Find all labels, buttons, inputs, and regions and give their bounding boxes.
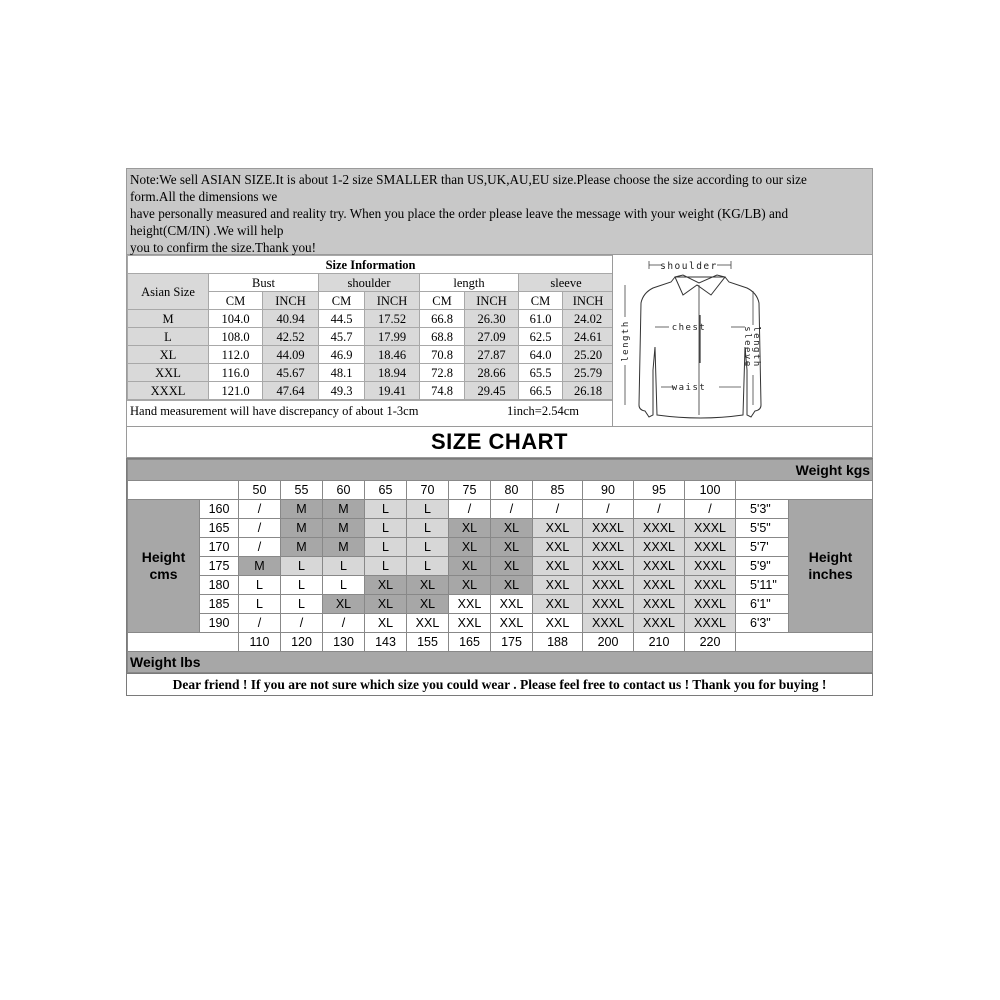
weight-kg-cell: 70 bbox=[407, 481, 449, 500]
size-cell: XL bbox=[491, 538, 533, 557]
size-chart bbox=[126, 458, 873, 674]
note-line: form.All the dimensions we bbox=[130, 189, 278, 204]
measurement-cell: 62.5 bbox=[519, 328, 563, 346]
size-cell: XXL bbox=[533, 557, 583, 576]
measurement-cell: 44.5 bbox=[319, 310, 365, 328]
size-cell: L bbox=[407, 557, 449, 576]
asian-size-cell: L bbox=[128, 328, 209, 346]
size-cell: L bbox=[365, 557, 407, 576]
size-cell: XXL bbox=[491, 614, 533, 633]
size-cell: L bbox=[365, 500, 407, 519]
weight-kg-cell: 90 bbox=[583, 481, 634, 500]
measurement-note-row bbox=[127, 400, 612, 421]
weight-kgs-label: Weight kgs bbox=[128, 460, 873, 481]
size-cell: XL bbox=[491, 576, 533, 595]
size-cell: XXXL bbox=[583, 538, 634, 557]
size-cell: L bbox=[323, 557, 365, 576]
measurement-cell: 17.52 bbox=[365, 310, 420, 328]
weight-kg-cell: 65 bbox=[365, 481, 407, 500]
shoulder-header: shoulder bbox=[319, 274, 420, 292]
weight-kg-cell: 75 bbox=[449, 481, 491, 500]
waist-label: waist bbox=[671, 383, 707, 393]
weight-kg-cell: 55 bbox=[281, 481, 323, 500]
sleeve-length-label: length bbox=[751, 326, 761, 368]
unit-header: CM bbox=[519, 292, 563, 310]
height-cm-cell: 165 bbox=[200, 519, 239, 538]
unit-header: INCH bbox=[365, 292, 420, 310]
measurement-cell: 25.20 bbox=[563, 346, 614, 364]
note-line: have personally measured and reality try. When you place the order please leave the message with your weight (KG/LB) and bbox=[130, 206, 789, 221]
size-cell: XXL bbox=[407, 614, 449, 633]
size-cell: / bbox=[239, 519, 281, 538]
height-inch-cell: 6'1" bbox=[736, 595, 789, 614]
note-line: height(CM/IN) .We will help bbox=[130, 223, 284, 238]
weight-lb-cell: 220 bbox=[685, 633, 736, 652]
size-cell: XL bbox=[323, 595, 365, 614]
measurement-cell: 116.0 bbox=[209, 364, 263, 382]
shirt-measurement-diagram bbox=[612, 255, 873, 427]
unit-header: CM bbox=[209, 292, 263, 310]
height-cm-cell: 190 bbox=[200, 614, 239, 633]
size-cell: / bbox=[281, 614, 323, 633]
size-cell: XXXL bbox=[685, 557, 736, 576]
note-line: you to confirm the size.Thank you! bbox=[130, 240, 317, 255]
size-cell: XXL bbox=[449, 595, 491, 614]
height-inches-label-line: Height bbox=[808, 549, 853, 565]
measurement-cell: 66.5 bbox=[519, 382, 563, 400]
size-chart-document bbox=[126, 168, 873, 696]
measurement-cell: 27.87 bbox=[465, 346, 519, 364]
measurement-cell: 42.52 bbox=[263, 328, 319, 346]
weight-lbs-label: Weight lbs bbox=[128, 652, 873, 673]
measurement-cell: 27.09 bbox=[465, 328, 519, 346]
measurement-cell: 61.0 bbox=[519, 310, 563, 328]
size-cell: L bbox=[239, 576, 281, 595]
size-chart-row bbox=[128, 538, 873, 557]
asian-size-cell: M bbox=[128, 310, 209, 328]
measurement-cell: 66.8 bbox=[420, 310, 465, 328]
size-cell: XXL bbox=[449, 614, 491, 633]
asian-size-cell: XXXL bbox=[128, 382, 209, 400]
size-chart-row bbox=[128, 595, 873, 614]
size-cell: XL bbox=[491, 557, 533, 576]
size-cell: XXXL bbox=[583, 576, 634, 595]
asian-size-cell: XXL bbox=[128, 364, 209, 382]
size-cell: XXXL bbox=[583, 519, 634, 538]
size-cell: XL bbox=[407, 595, 449, 614]
size-information-table bbox=[127, 255, 614, 400]
size-chart-row bbox=[128, 557, 873, 576]
height-inch-cell: 6'3" bbox=[736, 614, 789, 633]
size-cell: XXXL bbox=[583, 595, 634, 614]
size-cell: / bbox=[583, 500, 634, 519]
weight-kg-cell: 80 bbox=[491, 481, 533, 500]
size-cell: M bbox=[323, 500, 365, 519]
size-cell: L bbox=[407, 500, 449, 519]
size-cell: XXL bbox=[533, 538, 583, 557]
height-cms-label-line: Height bbox=[141, 549, 186, 565]
height-inch-cell: 5'5" bbox=[736, 519, 789, 538]
weight-lb-cell: 188 bbox=[533, 633, 583, 652]
height-cm-cell: 175 bbox=[200, 557, 239, 576]
unit-header: CM bbox=[319, 292, 365, 310]
size-cell: L bbox=[407, 519, 449, 538]
height-inch-cell: 5'11" bbox=[736, 576, 789, 595]
measurement-cell: 112.0 bbox=[209, 346, 263, 364]
size-cell: / bbox=[449, 500, 491, 519]
contact-message: Dear friend ! If you are not sure which size you could wear . Please feel free to contact us ! Thank you for buying ! bbox=[126, 674, 873, 696]
size-cell: XL bbox=[365, 576, 407, 595]
inch-conversion: 1inch=2.54cm bbox=[507, 404, 579, 418]
size-info-row bbox=[128, 382, 614, 400]
height-inch-cell: 5'7' bbox=[736, 538, 789, 557]
height-cms-label-line: cms bbox=[149, 566, 178, 582]
measurement-cell: 45.67 bbox=[263, 364, 319, 382]
size-cell: / bbox=[685, 500, 736, 519]
weight-lb-cell: 210 bbox=[634, 633, 685, 652]
height-inches-label bbox=[789, 500, 873, 633]
measurement-cell: 28.66 bbox=[465, 364, 519, 382]
height-inches-label-line: inches bbox=[808, 566, 853, 582]
sleeve-header: sleeve bbox=[519, 274, 614, 292]
size-cell: XXL bbox=[533, 519, 583, 538]
measurement-cell: 108.0 bbox=[209, 328, 263, 346]
weight-kg-cell: 95 bbox=[634, 481, 685, 500]
weight-lb-cell: 130 bbox=[323, 633, 365, 652]
size-cell: XL bbox=[365, 614, 407, 633]
shirt-diagram bbox=[613, 255, 872, 425]
size-cell: XL bbox=[407, 576, 449, 595]
size-cell: XL bbox=[449, 576, 491, 595]
size-cell: XL bbox=[449, 557, 491, 576]
measurement-cell: 46.9 bbox=[319, 346, 365, 364]
size-cell: XXL bbox=[533, 595, 583, 614]
weight-lb-cell: 155 bbox=[407, 633, 449, 652]
unit-header: INCH bbox=[563, 292, 614, 310]
measurement-cell: 49.3 bbox=[319, 382, 365, 400]
size-cell: L bbox=[365, 538, 407, 557]
size-cell: XXXL bbox=[583, 614, 634, 633]
size-cell: M bbox=[239, 557, 281, 576]
measurement-cell: 70.8 bbox=[420, 346, 465, 364]
size-info-row bbox=[128, 328, 614, 346]
weight-lb-cell: 110 bbox=[239, 633, 281, 652]
size-information-panel bbox=[126, 255, 612, 427]
size-cell: XXXL bbox=[685, 538, 736, 557]
size-cell: / bbox=[239, 500, 281, 519]
measurement-cell: 29.45 bbox=[465, 382, 519, 400]
measurement-cell: 18.46 bbox=[365, 346, 420, 364]
length-label: length bbox=[621, 320, 631, 362]
size-cell: XXXL bbox=[634, 595, 685, 614]
measurement-cell: 19.41 bbox=[365, 382, 420, 400]
size-cell: XXXL bbox=[634, 519, 685, 538]
asian-size-cell: XL bbox=[128, 346, 209, 364]
height-inch-cell: 5'3" bbox=[736, 500, 789, 519]
size-cell: L bbox=[281, 576, 323, 595]
weight-kg-cell: 60 bbox=[323, 481, 365, 500]
note-line: Note:We sell ASIAN SIZE.It is about 1-2 size SMALLER than US,UK,AU,EU size.Please choose the size according to our size bbox=[130, 172, 807, 187]
size-info-row bbox=[128, 310, 614, 328]
measurement-cell: 45.7 bbox=[319, 328, 365, 346]
size-cell: XXXL bbox=[685, 614, 736, 633]
size-cell: / bbox=[634, 500, 685, 519]
unit-header: CM bbox=[420, 292, 465, 310]
size-cell: XXXL bbox=[634, 576, 685, 595]
size-cell: XXL bbox=[533, 576, 583, 595]
size-cell: L bbox=[407, 538, 449, 557]
measurement-cell: 47.64 bbox=[263, 382, 319, 400]
weight-kg-cell: 85 bbox=[533, 481, 583, 500]
size-cell: XL bbox=[449, 538, 491, 557]
weight-lb-cell: 143 bbox=[365, 633, 407, 652]
size-cell: XL bbox=[491, 519, 533, 538]
size-cell: XXXL bbox=[634, 557, 685, 576]
height-cm-cell: 185 bbox=[200, 595, 239, 614]
weight-lb-cell: 165 bbox=[449, 633, 491, 652]
height-cms-label bbox=[128, 500, 200, 633]
size-information-title: Size Information bbox=[128, 256, 614, 274]
size-chart-table bbox=[127, 459, 873, 673]
size-cell: M bbox=[281, 519, 323, 538]
size-note bbox=[126, 168, 873, 255]
shoulder-label: shoulder bbox=[660, 261, 718, 272]
size-cell: / bbox=[491, 500, 533, 519]
measurement-cell: 44.09 bbox=[263, 346, 319, 364]
measurement-cell: 18.94 bbox=[365, 364, 420, 382]
measurement-cell: 68.8 bbox=[420, 328, 465, 346]
size-cell: XXXL bbox=[685, 595, 736, 614]
measurement-cell: 25.79 bbox=[563, 364, 614, 382]
unit-header: INCH bbox=[465, 292, 519, 310]
size-cell: L bbox=[281, 595, 323, 614]
size-cell: XXXL bbox=[634, 614, 685, 633]
measurement-cell: 26.18 bbox=[563, 382, 614, 400]
chest-label: chest bbox=[671, 323, 707, 333]
measurement-cell: 64.0 bbox=[519, 346, 563, 364]
bust-header: Bust bbox=[209, 274, 319, 292]
size-chart-title: SIZE CHART bbox=[126, 427, 873, 458]
size-cell: M bbox=[281, 538, 323, 557]
size-cell: L bbox=[323, 576, 365, 595]
height-cm-cell: 170 bbox=[200, 538, 239, 557]
measurement-cell: 48.1 bbox=[319, 364, 365, 382]
weight-lb-cell: 200 bbox=[583, 633, 634, 652]
size-cell: M bbox=[323, 538, 365, 557]
size-chart-row bbox=[128, 519, 873, 538]
size-cell: L bbox=[281, 557, 323, 576]
size-cell: XXXL bbox=[685, 576, 736, 595]
measurement-cell: 40.94 bbox=[263, 310, 319, 328]
size-chart-row bbox=[128, 614, 873, 633]
measurement-cell: 65.5 bbox=[519, 364, 563, 382]
measurement-cell: 24.61 bbox=[563, 328, 614, 346]
length-header: length bbox=[420, 274, 519, 292]
size-info-row bbox=[128, 346, 614, 364]
measurement-cell: 74.8 bbox=[420, 382, 465, 400]
size-cell: XXXL bbox=[634, 538, 685, 557]
size-cell: XL bbox=[365, 595, 407, 614]
measurement-cell: 26.30 bbox=[465, 310, 519, 328]
height-inch-cell: 5'9" bbox=[736, 557, 789, 576]
size-cell: XXXL bbox=[583, 557, 634, 576]
size-cell: / bbox=[323, 614, 365, 633]
asian-size-header: Asian Size bbox=[128, 274, 209, 310]
height-cm-cell: 160 bbox=[200, 500, 239, 519]
size-cell: XXL bbox=[533, 614, 583, 633]
size-cell: / bbox=[239, 614, 281, 633]
weight-lb-cell: 120 bbox=[281, 633, 323, 652]
sleeve-label: sleeve bbox=[742, 326, 752, 368]
unit-header: INCH bbox=[263, 292, 319, 310]
size-info-row bbox=[128, 364, 614, 382]
measurement-cell: 24.02 bbox=[563, 310, 614, 328]
measurement-cell: 72.8 bbox=[420, 364, 465, 382]
size-cell: M bbox=[323, 519, 365, 538]
size-cell: XL bbox=[449, 519, 491, 538]
height-cm-cell: 180 bbox=[200, 576, 239, 595]
size-cell: M bbox=[281, 500, 323, 519]
size-cell: XXL bbox=[491, 595, 533, 614]
weight-kg-cell: 50 bbox=[239, 481, 281, 500]
size-cell: XXXL bbox=[685, 519, 736, 538]
size-cell: / bbox=[533, 500, 583, 519]
size-cell: L bbox=[365, 519, 407, 538]
measurement-cell: 121.0 bbox=[209, 382, 263, 400]
measurement-cell: 104.0 bbox=[209, 310, 263, 328]
measurement-cell: 17.99 bbox=[365, 328, 420, 346]
size-chart-row bbox=[128, 576, 873, 595]
weight-kg-cell: 100 bbox=[685, 481, 736, 500]
size-chart-row bbox=[128, 500, 873, 519]
weight-lb-cell: 175 bbox=[491, 633, 533, 652]
size-cell: / bbox=[239, 538, 281, 557]
size-cell: L bbox=[239, 595, 281, 614]
discrepancy-note: Hand measurement will have discrepancy of about 1-3cm bbox=[130, 404, 419, 418]
